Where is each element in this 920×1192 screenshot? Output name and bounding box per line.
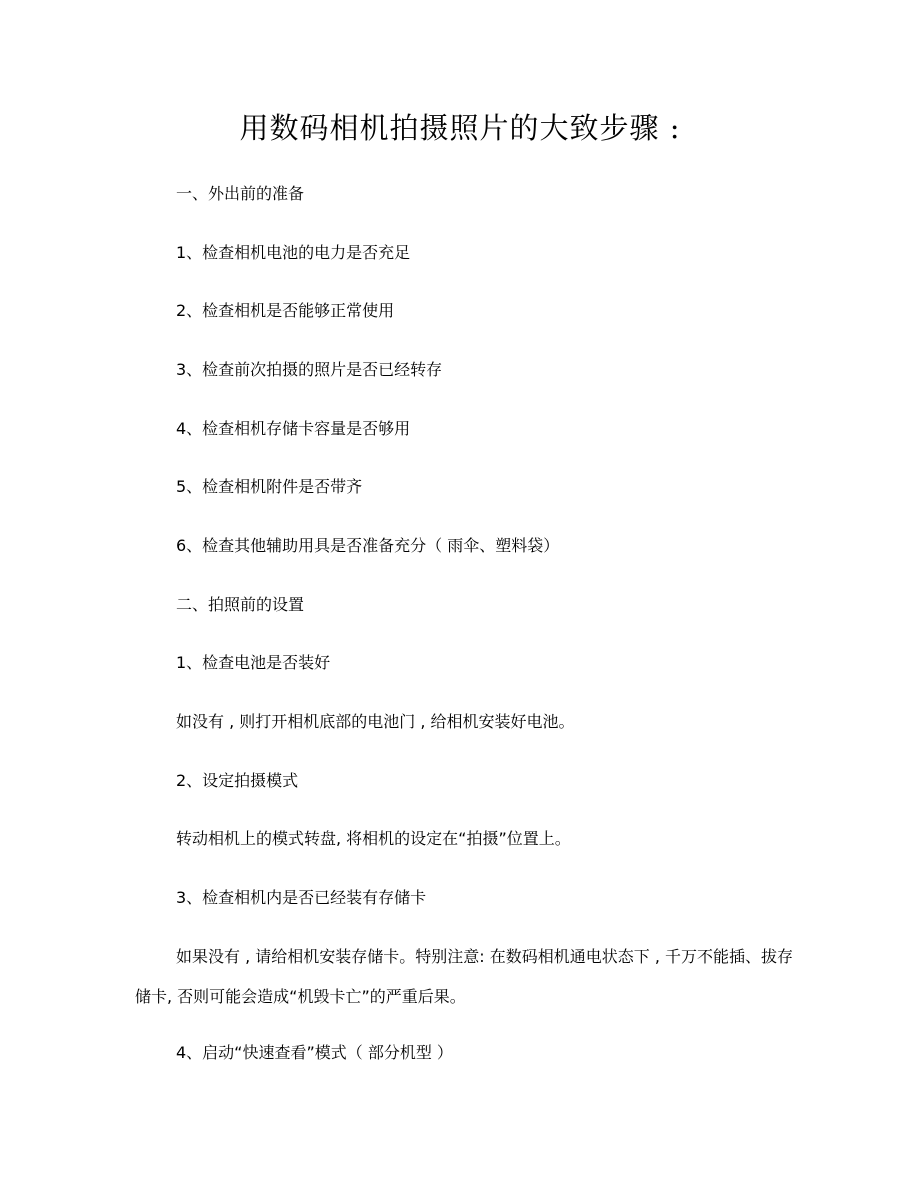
section-heading-1: 一、外出前的准备 bbox=[176, 184, 305, 203]
list-item: 6、检查其他辅助用具是否准备充分（ 雨伞、塑料袋） bbox=[176, 536, 560, 555]
list-item: 3、检查相机内是否已经装有存储卡 bbox=[176, 888, 427, 907]
list-item: 1、检查相机电池的电力是否充足 bbox=[176, 243, 411, 262]
warning-paragraph: 如果没有 , 请给相机安装存储卡。特别注意: 在数码相机通电状态下 , 千万不能插、拔存储卡, 否则可能会造成“机毁卡亡”的严重后果。 bbox=[135, 947, 793, 1006]
document-title: 用数码相机拍摄照片的大致步骤 : bbox=[239, 111, 681, 145]
section-heading-2: 二、拍照前的设置 bbox=[176, 595, 305, 614]
list-item: 4、启动“快速查看”模式（ 部分机型 ） bbox=[176, 1043, 453, 1062]
list-item: 2、设定拍摄模式 bbox=[176, 771, 299, 790]
list-item: 2、检查相机是否能够正常使用 bbox=[176, 301, 395, 320]
list-item: 4、检查相机存储卡容量是否够用 bbox=[176, 419, 411, 438]
list-item: 5、检查相机附件是否带齐 bbox=[176, 477, 363, 496]
list-item: 3、检查前次拍摄的照片是否已经转存 bbox=[176, 360, 443, 379]
list-item: 1、检查电池是否装好 bbox=[176, 653, 331, 672]
paragraph: 转动相机上的模式转盘, 将相机的设定在“拍摄”位置上。 bbox=[176, 829, 571, 848]
paragraph: 如没有 , 则打开相机底部的电池门 , 给相机安装好电池。 bbox=[176, 712, 575, 731]
